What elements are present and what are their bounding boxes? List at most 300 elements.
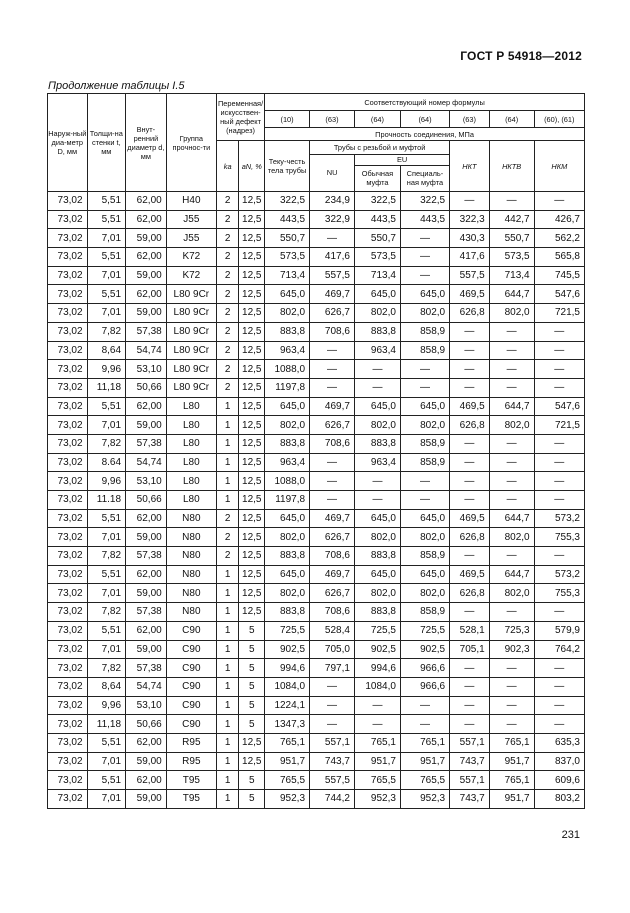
strength-table (47, 93, 585, 809)
cell-strength-group: C90 (166, 715, 216, 734)
cell-outer-diameter: 73,02 (48, 584, 88, 603)
header-eu: EU (355, 154, 450, 165)
cell-inner-diameter: 59,00 (126, 304, 167, 323)
header-strength-group: Группа прочнос-ти (166, 94, 216, 192)
cell-body-yield: 645,0 (265, 285, 310, 304)
formula-code: (63) (310, 111, 355, 128)
table-caption: Продолжение таблицы I.5 (48, 80, 185, 92)
table-row (48, 733, 585, 752)
cell-body-yield: 443,5 (265, 210, 310, 229)
cell-inner-diameter: 62,00 (126, 733, 167, 752)
cell-eu-regular: 963,4 (354, 453, 400, 472)
cell-nkt: 469,5 (450, 285, 490, 304)
cell-eu-special: — (400, 491, 449, 510)
cell-nkm: — (534, 715, 584, 734)
cell-nkm: — (534, 322, 584, 341)
cell-eu-regular: 802,0 (354, 304, 400, 323)
cell-nkm: 755,3 (534, 584, 584, 603)
formula-code: (64) (354, 111, 400, 128)
cell-nkt: 557,1 (450, 733, 490, 752)
cell-inner-diameter: 62,00 (126, 210, 167, 229)
cell-body-yield: 713,4 (265, 266, 310, 285)
cell-nkm: — (534, 360, 584, 379)
cell-nkt: 743,7 (450, 790, 490, 809)
cell-ka: 2 (216, 285, 238, 304)
cell-nu: — (310, 341, 355, 360)
cell-nkt: 528,1 (450, 621, 490, 640)
cell-eu-regular: 1084,0 (354, 677, 400, 696)
cell-eu-regular: 443,5 (354, 210, 400, 229)
cell-ka: 1 (216, 472, 238, 491)
header-regular-coupling: Обычная муфта (355, 165, 401, 191)
cell-inner-diameter: 57,38 (126, 322, 167, 341)
table-row (48, 696, 585, 715)
cell-nktv: 802,0 (489, 304, 534, 323)
cell-inner-diameter: 59,00 (126, 266, 167, 285)
header-nkt: НКТ (450, 141, 490, 192)
cell-strength-group: C90 (166, 696, 216, 715)
cell-an: 12,5 (239, 341, 265, 360)
cell-nu: 557,5 (310, 771, 355, 790)
table-row (48, 621, 585, 640)
cell-nkt: — (450, 715, 490, 734)
cell-nktv: — (489, 659, 534, 678)
cell-nkm: — (534, 192, 584, 211)
cell-an: 12,5 (239, 322, 265, 341)
header-thread: Трубы с резьбой и муфтой (310, 141, 449, 154)
cell-nu: 797,1 (310, 659, 355, 678)
cell-outer-diameter: 73,02 (48, 397, 88, 416)
cell-wall-thickness: 7,82 (87, 322, 126, 341)
cell-nu: 743,7 (310, 752, 355, 771)
cell-outer-diameter: 73,02 (48, 509, 88, 528)
cell-outer-diameter: 73,02 (48, 603, 88, 622)
table-row (48, 584, 585, 603)
cell-outer-diameter: 73,02 (48, 378, 88, 397)
cell-nkm: 565,8 (534, 248, 584, 267)
cell-nu: — (310, 360, 355, 379)
cell-nkm: — (534, 603, 584, 622)
cell-an: 12,5 (239, 266, 265, 285)
cell-wall-thickness: 9,96 (87, 472, 126, 491)
cell-eu-special: — (400, 360, 449, 379)
cell-an: 12,5 (239, 472, 265, 491)
cell-eu-regular: 951,7 (354, 752, 400, 771)
table-row (48, 322, 585, 341)
cell-body-yield: 952,3 (265, 790, 310, 809)
cell-ka: 1 (216, 715, 238, 734)
cell-eu-special: 645,0 (400, 565, 449, 584)
cell-nu: 626,7 (310, 304, 355, 323)
cell-eu-special: 858,9 (400, 453, 449, 472)
cell-an: 12,5 (239, 248, 265, 267)
cell-eu-regular: — (354, 360, 400, 379)
cell-nkm: 755,3 (534, 528, 584, 547)
cell-wall-thickness: 5,51 (87, 397, 126, 416)
cell-body-yield: 963,4 (265, 453, 310, 472)
cell-nkm: — (534, 696, 584, 715)
cell-nu: 469,7 (310, 285, 355, 304)
cell-ka: 2 (216, 266, 238, 285)
cell-strength-group: H40 (166, 192, 216, 211)
cell-eu-regular: 713,4 (354, 266, 400, 285)
cell-inner-diameter: 50,66 (126, 378, 167, 397)
cell-nkm: — (534, 378, 584, 397)
table-row (48, 528, 585, 547)
cell-wall-thickness: 9,96 (87, 696, 126, 715)
cell-nkt: 626,8 (450, 584, 490, 603)
cell-nkt: — (450, 547, 490, 566)
table-row (48, 715, 585, 734)
table-row (48, 677, 585, 696)
cell-strength-group: R95 (166, 733, 216, 752)
cell-inner-diameter: 53,10 (126, 696, 167, 715)
cell-an: 12,5 (239, 304, 265, 323)
cell-nkm: — (534, 341, 584, 360)
cell-nktv: — (489, 491, 534, 510)
table-row (48, 771, 585, 790)
cell-eu-special: — (400, 248, 449, 267)
cell-nktv: — (489, 603, 534, 622)
cell-wall-thickness: 7,01 (87, 266, 126, 285)
cell-body-yield: 1197,8 (265, 491, 310, 510)
cell-nu: 469,7 (310, 565, 355, 584)
cell-nktv: 765,1 (489, 771, 534, 790)
cell-nkm: — (534, 491, 584, 510)
cell-wall-thickness: 11,18 (87, 715, 126, 734)
cell-nkm: 837,0 (534, 752, 584, 771)
header-an: aN, % (239, 141, 265, 192)
cell-wall-thickness: 7,01 (87, 752, 126, 771)
cell-outer-diameter: 73,02 (48, 696, 88, 715)
cell-nu: 708,6 (310, 434, 355, 453)
cell-eu-regular: 802,0 (354, 528, 400, 547)
cell-body-yield: 1088,0 (265, 360, 310, 379)
cell-eu-special: 802,0 (400, 304, 449, 323)
cell-ka: 1 (216, 397, 238, 416)
cell-nkm: 609,6 (534, 771, 584, 790)
table-row (48, 640, 585, 659)
cell-nkm: — (534, 659, 584, 678)
table-row (48, 453, 585, 472)
cell-ka: 1 (216, 771, 238, 790)
cell-an: 12,5 (239, 584, 265, 603)
cell-an: 5 (239, 696, 265, 715)
cell-strength-group: L80 (166, 453, 216, 472)
table-row (48, 434, 585, 453)
cell-strength-group: L80 9Cr (166, 341, 216, 360)
cell-ka: 1 (216, 565, 238, 584)
cell-nkm: — (534, 677, 584, 696)
cell-ka: 2 (216, 248, 238, 267)
cell-body-yield: 883,8 (265, 434, 310, 453)
cell-ka: 2 (216, 509, 238, 528)
cell-nktv: 644,7 (489, 565, 534, 584)
cell-eu-special: — (400, 715, 449, 734)
cell-nktv: 713,4 (489, 266, 534, 285)
formula-code: (64) (400, 111, 449, 128)
cell-strength-group: N80 (166, 547, 216, 566)
cell-an: 5 (239, 715, 265, 734)
cell-outer-diameter: 73,02 (48, 565, 88, 584)
cell-nktv: — (489, 547, 534, 566)
formula-code: (64) (489, 111, 534, 128)
cell-eu-special: 966,6 (400, 677, 449, 696)
cell-nkm: 573,2 (534, 509, 584, 528)
cell-eu-special: — (400, 229, 449, 248)
cell-eu-special: 858,9 (400, 603, 449, 622)
table-row (48, 790, 585, 809)
cell-ka: 1 (216, 584, 238, 603)
cell-nu: 557,5 (310, 266, 355, 285)
cell-nktv: 802,0 (489, 416, 534, 435)
cell-ka: 1 (216, 677, 238, 696)
cell-nkm: — (534, 434, 584, 453)
cell-ka: 2 (216, 547, 238, 566)
cell-nktv: 644,7 (489, 397, 534, 416)
cell-outer-diameter: 73,02 (48, 285, 88, 304)
cell-ka: 1 (216, 752, 238, 771)
cell-ka: 1 (216, 434, 238, 453)
cell-inner-diameter: 59,00 (126, 584, 167, 603)
cell-inner-diameter: 53,10 (126, 360, 167, 379)
cell-nktv: 573,5 (489, 248, 534, 267)
table-row (48, 659, 585, 678)
cell-nu: 234,9 (310, 192, 355, 211)
page-number: 231 (561, 829, 580, 841)
cell-eu-regular: 883,8 (354, 434, 400, 453)
cell-outer-diameter: 73,02 (48, 752, 88, 771)
cell-eu-special: 952,3 (400, 790, 449, 809)
cell-inner-diameter: 62,00 (126, 397, 167, 416)
cell-an: 5 (239, 790, 265, 809)
cell-body-yield: 1347,3 (265, 715, 310, 734)
cell-inner-diameter: 59,00 (126, 790, 167, 809)
cell-an: 12,5 (239, 285, 265, 304)
cell-eu-regular: 883,8 (354, 322, 400, 341)
cell-wall-thickness: 5,51 (87, 248, 126, 267)
cell-eu-special: 966,6 (400, 659, 449, 678)
cell-eu-special: 858,9 (400, 547, 449, 566)
table-row (48, 603, 585, 622)
cell-nu: — (310, 715, 355, 734)
cell-body-yield: 994,6 (265, 659, 310, 678)
header-defect: Переменная/искусствен-ный дефект (надрез) (216, 94, 264, 141)
cell-ka: 2 (216, 378, 238, 397)
cell-eu-special: 645,0 (400, 509, 449, 528)
cell-nu: — (310, 472, 355, 491)
cell-ka: 1 (216, 416, 238, 435)
cell-body-yield: 645,0 (265, 397, 310, 416)
cell-nkm: 547,6 (534, 397, 584, 416)
cell-eu-regular: 883,8 (354, 547, 400, 566)
cell-eu-regular: 765,1 (354, 733, 400, 752)
cell-outer-diameter: 73,02 (48, 304, 88, 323)
cell-strength-group: J55 (166, 229, 216, 248)
cell-body-yield: 802,0 (265, 304, 310, 323)
cell-strength-group: T95 (166, 771, 216, 790)
cell-nu: 417,6 (310, 248, 355, 267)
cell-eu-special: 802,0 (400, 584, 449, 603)
cell-wall-thickness: 5,51 (87, 565, 126, 584)
cell-nktv: 644,7 (489, 509, 534, 528)
cell-body-yield: 883,8 (265, 547, 310, 566)
cell-eu-special: 443,5 (400, 210, 449, 229)
cell-outer-diameter: 73,02 (48, 434, 88, 453)
cell-eu-regular: 765,5 (354, 771, 400, 790)
cell-outer-diameter: 73,02 (48, 322, 88, 341)
cell-nktv: — (489, 472, 534, 491)
cell-nkt: — (450, 491, 490, 510)
cell-wall-thickness: 8,64 (87, 341, 126, 360)
cell-eu-regular: 802,0 (354, 584, 400, 603)
table-row (48, 509, 585, 528)
cell-strength-group: C90 (166, 621, 216, 640)
cell-nu: 528,4 (310, 621, 355, 640)
cell-eu-regular: 645,0 (354, 565, 400, 584)
cell-nu: 708,6 (310, 547, 355, 566)
cell-nkt: — (450, 360, 490, 379)
cell-an: 12,5 (239, 360, 265, 379)
cell-wall-thickness: 11.18 (87, 491, 126, 510)
cell-nkt: 743,7 (450, 752, 490, 771)
cell-an: 5 (239, 659, 265, 678)
cell-an: 12,5 (239, 752, 265, 771)
cell-ka: 1 (216, 733, 238, 752)
header-strength: Прочность соединения, МПа (265, 128, 585, 141)
cell-ka: 2 (216, 322, 238, 341)
table-row (48, 248, 585, 267)
cell-outer-diameter: 73,02 (48, 547, 88, 566)
cell-an: 12,5 (239, 453, 265, 472)
cell-eu-regular: 963,4 (354, 341, 400, 360)
cell-nkt: 322,3 (450, 210, 490, 229)
cell-ka: 2 (216, 229, 238, 248)
cell-nktv: — (489, 434, 534, 453)
cell-an: 5 (239, 771, 265, 790)
cell-strength-group: T95 (166, 790, 216, 809)
cell-an: 12,5 (239, 565, 265, 584)
cell-nkt: — (450, 378, 490, 397)
cell-nkm: 426,7 (534, 210, 584, 229)
cell-outer-diameter: 73,02 (48, 360, 88, 379)
cell-inner-diameter: 57,38 (126, 659, 167, 678)
cell-outer-diameter: 73,02 (48, 640, 88, 659)
cell-strength-group: J55 (166, 210, 216, 229)
cell-an: 12,5 (239, 491, 265, 510)
cell-nu: 626,7 (310, 584, 355, 603)
table-row (48, 565, 585, 584)
cell-nkt: — (450, 472, 490, 491)
cell-nkt: — (450, 322, 490, 341)
cell-nkm: 764,2 (534, 640, 584, 659)
cell-outer-diameter: 73,02 (48, 659, 88, 678)
cell-strength-group: C90 (166, 640, 216, 659)
cell-outer-diameter: 73,02 (48, 210, 88, 229)
cell-nu: — (310, 677, 355, 696)
cell-ka: 1 (216, 640, 238, 659)
cell-nu: 557,1 (310, 733, 355, 752)
header-body-yield: Теку-честь тела трубы (265, 141, 310, 192)
cell-strength-group: N80 (166, 565, 216, 584)
cell-body-yield: 645,0 (265, 565, 310, 584)
table-row (48, 547, 585, 566)
table-body (48, 192, 585, 809)
cell-nkt: 626,8 (450, 528, 490, 547)
cell-body-yield: 550,7 (265, 229, 310, 248)
cell-strength-group: L80 (166, 434, 216, 453)
cell-ka: 1 (216, 696, 238, 715)
cell-an: 5 (239, 621, 265, 640)
cell-body-yield: 725,5 (265, 621, 310, 640)
cell-wall-thickness: 7,01 (87, 640, 126, 659)
table-row (48, 341, 585, 360)
cell-body-yield: 1084,0 (265, 677, 310, 696)
cell-strength-group: C90 (166, 677, 216, 696)
cell-ka: 2 (216, 192, 238, 211)
cell-nkt: — (450, 603, 490, 622)
table-row (48, 304, 585, 323)
cell-inner-diameter: 62,00 (126, 771, 167, 790)
cell-nkt: 626,8 (450, 416, 490, 435)
cell-outer-diameter: 73,02 (48, 491, 88, 510)
cell-an: 12,5 (239, 192, 265, 211)
cell-nkt: 469,5 (450, 509, 490, 528)
cell-outer-diameter: 73,02 (48, 192, 88, 211)
cell-nkm: — (534, 453, 584, 472)
cell-strength-group: L80 9Cr (166, 378, 216, 397)
cell-nkm: — (534, 547, 584, 566)
cell-eu-special: 902,5 (400, 640, 449, 659)
cell-nu: — (310, 491, 355, 510)
cell-eu-special: — (400, 472, 449, 491)
cell-eu-special: 725,5 (400, 621, 449, 640)
cell-an: 12,5 (239, 733, 265, 752)
cell-strength-group: N80 (166, 528, 216, 547)
cell-inner-diameter: 62,00 (126, 285, 167, 304)
cell-eu-special: 322,5 (400, 192, 449, 211)
cell-ka: 1 (216, 621, 238, 640)
cell-nkm: 745,5 (534, 266, 584, 285)
table-row (48, 266, 585, 285)
cell-eu-special: — (400, 378, 449, 397)
cell-inner-diameter: 53,10 (126, 472, 167, 491)
cell-wall-thickness: 7,01 (87, 229, 126, 248)
cell-ka: 1 (216, 790, 238, 809)
cell-nkt: 557,1 (450, 771, 490, 790)
cell-strength-group: C90 (166, 659, 216, 678)
cell-body-yield: 883,8 (265, 322, 310, 341)
cell-nkt: — (450, 696, 490, 715)
cell-inner-diameter: 50,66 (126, 491, 167, 510)
cell-an: 12,5 (239, 416, 265, 435)
cell-nkt: 469,5 (450, 565, 490, 584)
cell-body-yield: 902,5 (265, 640, 310, 659)
cell-inner-diameter: 57,38 (126, 434, 167, 453)
cell-body-yield: 1088,0 (265, 472, 310, 491)
cell-nktv: 802,0 (489, 584, 534, 603)
cell-strength-group: K72 (166, 266, 216, 285)
cell-nu: 708,6 (310, 603, 355, 622)
cell-inner-diameter: 54,74 (126, 677, 167, 696)
cell-nkt: 705,1 (450, 640, 490, 659)
cell-nkm: — (534, 472, 584, 491)
cell-nktv: — (489, 696, 534, 715)
cell-inner-diameter: 62,00 (126, 509, 167, 528)
cell-outer-diameter: 73,02 (48, 733, 88, 752)
cell-nkm: 635,3 (534, 733, 584, 752)
cell-ka: 2 (216, 304, 238, 323)
